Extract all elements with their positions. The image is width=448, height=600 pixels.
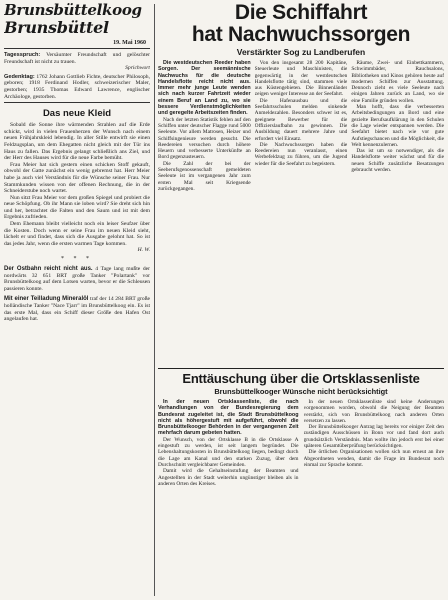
article2-column-1 [158,399,299,598]
article1-headline [158,2,444,46]
kleid-title: Das neue Kleid [42,108,112,120]
tagesspruch-source: Sprichwort [125,65,150,72]
masthead-brunsbuettel: Brunsbüttel [4,18,109,37]
divider [4,48,150,49]
divider [4,102,150,103]
kleid-author: H. W. [137,247,150,254]
note-lead: Mit einer Teilladung Mineralöl [4,296,89,303]
article1-headline-line1: Die Schiffahrt [234,2,368,24]
note-text: 4 Tage lang mußte der nordwärts 32 651 BRT große Tanker "Polartank" vor Brunsbüttelkoog auf dem Lotsen warten, bevor er die Schleusen passieren konnte. [4,266,150,292]
separator-stars: * * * [61,256,93,263]
article1-paragraph: Die westdeutschen Reeder haben Sorgen. Der seemännische Nachwuchs für die deutsche Handelsflotte reicht nicht aus. Immer mehr junge Leute wenden sich nach kurzer Fahrtzeit wieder einem Beruf an Land zu, wo sie bessere Verdienstmöglichkeiten und geregelte Arbeitszeiten finden. [158,60,251,117]
article-separator [158,368,444,369]
article2-paragraph: Der Brunsbüttelkooger Antrag lag bereits vor einiger Zeit den zuständigen Ausschüssen in Bonn vor und fand dort auch grundsätzlich Verständnis. Man wollte ihn jedoch erst bei einer späteren Gesamtüberprüfung berücksichtigen. [303,424,444,450]
tagesspruch-text: Versäumter Freundschaft und gelöschter Freundschaft ist nicht zu trauen. [4,52,150,65]
article1-paragraph: Nach der letzten Statistik fehlen auf den Schiffen unter deutscher Flagge rund 5000 Seeleute. Vor allem Matrosen, Heizer und Schiffsingenieure werden gesucht. Die Reedereien versuchen durch höhere Heuern und verbesserte Unterkünfte an Bord gegenzusteuern. [158,116,251,161]
article1-column-1 [158,60,251,364]
article1-subtitle: Verstärkter Sog zu Landberufen [236,47,366,57]
dateline: 19. Mai 1960 [113,40,146,46]
column-divider [154,4,155,596]
right-column [158,2,444,598]
masthead-brunsbuettelkoog: Brunsbüttelkoog [4,2,142,19]
article1-headline-line2: hat Nachwuchssorgen [191,23,411,46]
article1-column-3 [351,60,444,364]
kleid-paragraph: Sobald die Sonne ihre wärmenden Strahlen auf die Erde schickt, wird in vielen Frauenherzen der Wunsch nach einem neuen Frühjahrskleid lebendig. In aller Stille entwirft sie einen Feldzugsplan, um dem Ehegatten nicht gleich mit der Tür ins Haus zu fallen. Das Ergebnis gelangt schließlich ans Ziel, und der Herr des Hauses wird für die neue Farbe bemüht. [4,122,150,162]
article2-body [158,399,444,598]
article1-paragraph: Die Hafenausbau und die Seefahrtsschulen melden sinkende Anmeldezahlen. Besonders schwer ist es, geeignete Bewerber für die Offizierslaufbahn zu gewinnen. Die Ausbildung dauert mehrere Jahre und erfordert viel Einsatz. [254,97,348,142]
article2-paragraph: In der neuen Ortsklassenliste sind keine Änderungen vorgenommen worden, obwohl die Neigung der Beamten verstärkt, sich von Brunsbüttelkoog nach anderen Orten versetzen zu lassen. [303,399,444,424]
kleid-paragraph: Frau Meier hat sich gestern einen schicken Stoff gekauft, obwohl der Gatte zunächst ein wenig gebremst hat. Herr Meier habe ja auch viel Verständnis für die Wünsche seiner Frau. Nur Stammkunden wissen von der offenen Rechnung, die in der Schneiderstube noch wartet. [4,161,150,195]
article1-column-2 [255,60,348,364]
article2-paragraph: Der Wunsch, von der Ortsklasse B in die Ortsklasse A eingestuft zu werden, ist seit langem begründet. Die Lebenshaltungskosten in Brunsbüttelkoog liegen, bedingt durch die Lage am Kanal und den starken Zuzug, über dem Durchschnitt vergleichbarer Gemeinden. [158,436,299,468]
article1-paragraph: Die Nachwuchssorgen haben die Reedereien nun veranlasst, einen Werbefeldzug zu führen, um die Jugend wieder für die Seefahrt zu begeistern. [254,141,348,167]
gedenktag-text: 1762 Johann Gottlieb Fichte, deutscher Philosoph, geboren; 1918 Ferdinand Hodler, schweizerischer Maler, gestorben; 1935 Thomas Edward Lawrence, englischer Archäologe, gestorben. [4,73,150,100]
article2-headline: Enttäuschung über die Ortsklassenliste [182,371,420,386]
note-text: traf der 14 284 BRT große holländische Tanker "Nace Tjarr" im Brunsbüttelkoog ein. Es ist das erste Mal, dass ein Schiff dieser Größe den Hafen Ost angelaufen hat. [4,296,150,323]
gedenktag-label: Gedenktag: [4,73,35,80]
article1-paragraph: Von den insgesamt 28 200 Kapitäne, Steuerleute und Maschinisten, die gegenwärtig in der westdeutschen Handelsflotte tätig sind, stammen viele aus Küstengebieten. Die Binnenländer zeigen weniger Interesse an der Seefahrt. [254,60,348,98]
note-mineraloel [4,296,150,322]
article1-paragraph: Das ist um so notwendiger, als die Handelsflotte weiter wächst und für die neuen Schiffe zusätzliche Besatzungen gebraucht werden. [351,148,444,174]
tagesspruch [4,52,150,65]
article1-paragraph: Die Zahl der bei der Seeberufsgenossenschaft gemeldeten Seeleute ist im vergangenen Jahr zum ersten Mal seit Kriegsende zurückgegangen. [158,160,251,192]
article1-paragraph: Man hofft, dass die verbesserten Arbeitsbedingungen an Bord und eine gezielte Berufsaufklärung in den Schulen die Lage wieder entspannen werden. Die Seefahrt bietet nach wie vor gute Aufstiegschancen und die Möglichkeit, die Welt kennenzulernen. [351,104,444,148]
note-lead: Der Ostbahn reicht nicht aus. [4,266,93,273]
left-column [4,2,150,598]
article2-paragraph: Die örtlichen Organisationen wollen sich nun erneut an ihre Abgeordneten wenden, damit die Frage im Bundesrat noch einmal zur Sprache kommt. [303,449,444,468]
tagesspruch-label: Tagesspruch: [4,52,41,58]
article1-paragraph: Räume, Zwei- und Einbettkammern, Schwimmbäder, Rauchsalons, Bibliotheken und Kinos gehören heute auf modernen Schiffen zur Ausstattung. Dennoch zieht es viele Seeleute nach einigen Jahren zurück an Land, wo sie eine Familie gründen wollen. [351,60,444,104]
article2-paragraph: Damit wird die Gehaltseinstufung der Beamten und Angestellten in der Stadt weiterhin ungünstiger bleiben als in anderen Orten des Kreises. [158,468,299,487]
article2-paragraph: In der neuen Ortsklassenliste, die nach Verhandlungen von der Bundesregierung dem Bundesrat zugeleitet ist, die Stadt Brunsbüttelkoog nicht als höhergestuft mit aufgeführt, obwohl die Brunsbüttelkooger Behörden in der vergangenen Zeit mehrfach darum gebeten hatten. [158,399,299,437]
article2-column-2 [304,399,445,598]
article1-body [158,60,444,364]
gedenktag [4,74,150,100]
kleid-paragraph: Nun sitzt Frau Meier vor dem großen Spiegel und probiert die neue Schöpfung. Ob ihr Mann sie loben wird? Sie dreht sich hin und her, betrachtet die Falten und den Saum und ist mit dem Ergebnis zufrieden. [4,194,150,221]
kleid-paragraph: Dem Ehemann bleibt vielleicht noch ein leiser Seufzer über die Kosten. Doch wenn er seine Frau im neuen Kleid sieht, lächelt er und findet, dass sich die Ausgabe gelohnt hat. So ist das jedes Jahr, wenn die ersten warmen Tage kommen. [4,221,150,247]
article2-subtitle: Brunsbüttelkooger Wünsche nicht berücksichtigt [214,387,388,396]
note-ostbahn [4,266,150,292]
